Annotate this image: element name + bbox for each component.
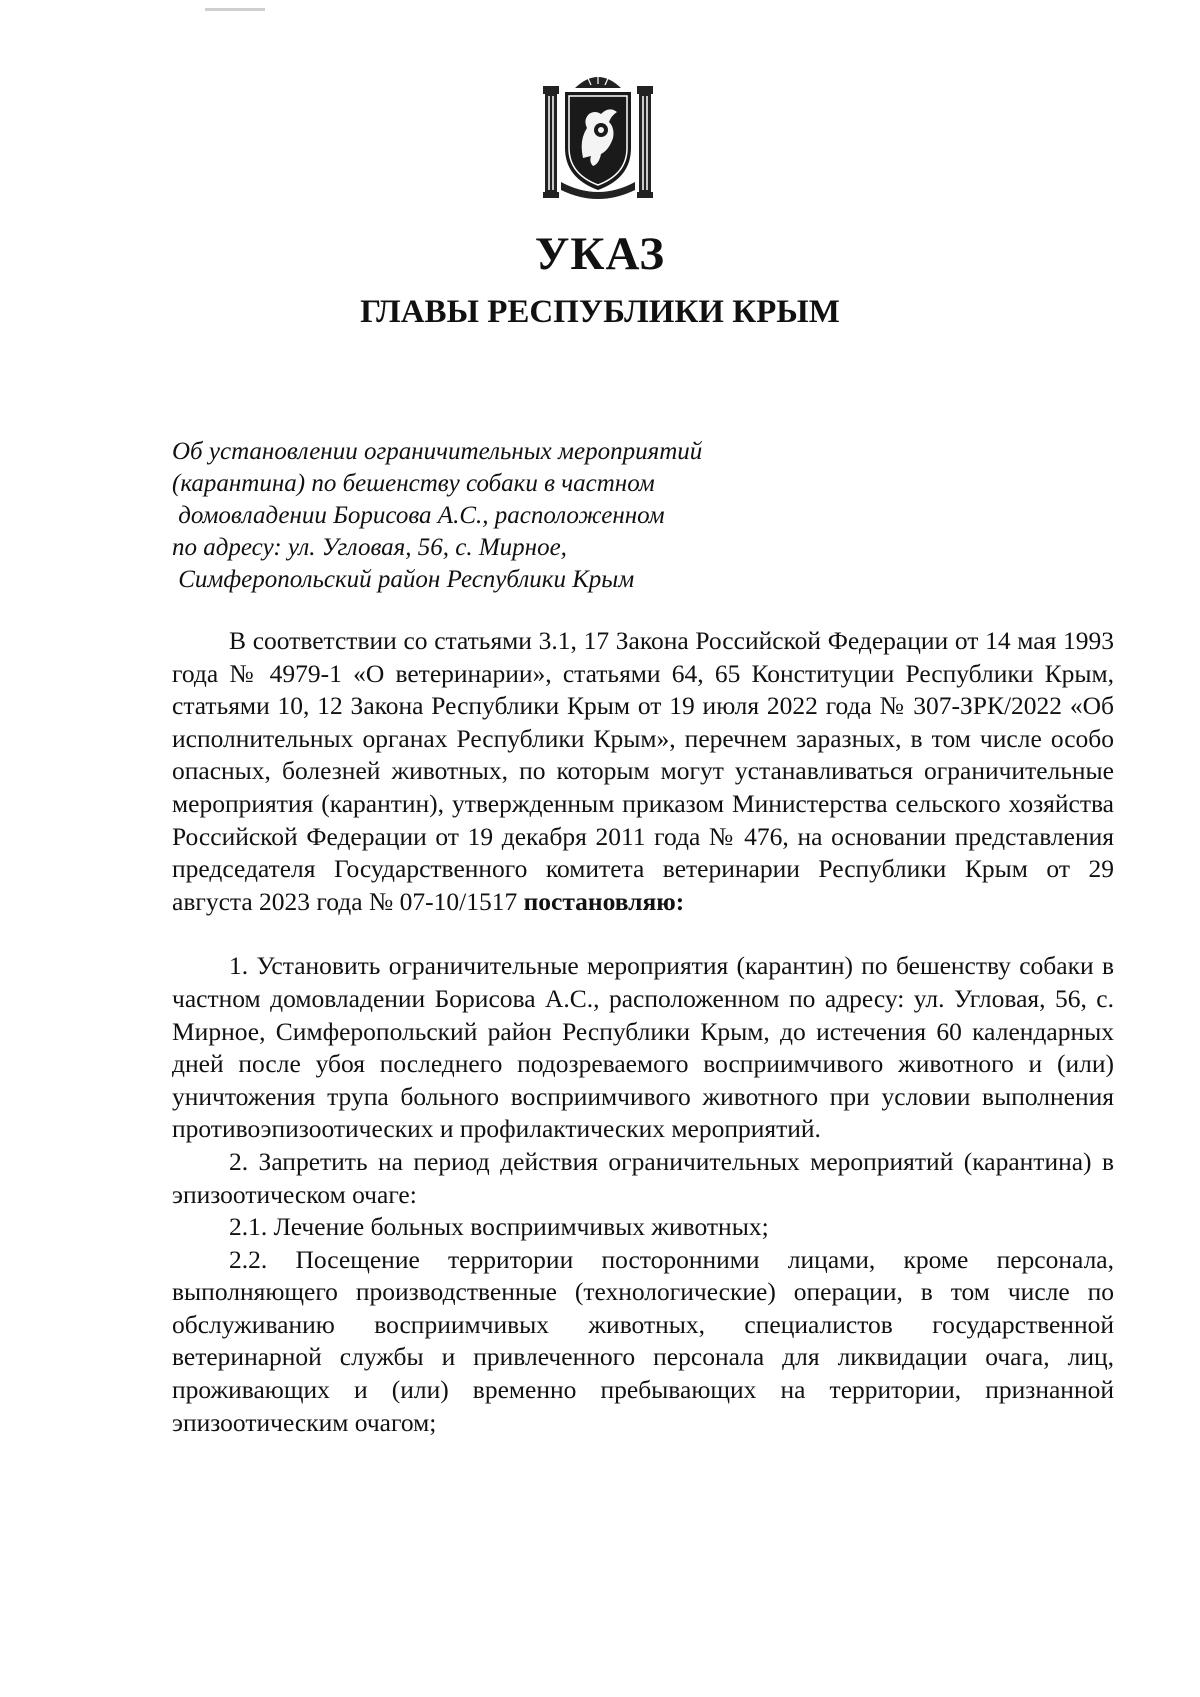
decree-subject	[172, 436, 792, 596]
document-issuer: ГЛАВЫ РЕСПУБЛИКИ КРЫМ	[360, 294, 840, 330]
scan-artifact	[205, 8, 265, 11]
document-title: УКАЗ	[534, 228, 666, 280]
decree-item-1: 1. Установить ограничительные мероприятия (карантин) по бешенству собаки в частном домовладении Борисова А.С., расположенном по адресу: ул. Угловая, 56, с. Мирное, Симферопольский район Республики Крым, до истечения 60 календарных дней после убоя последнего подозреваемого восприимчивого животного и (или) уничтожения трупа больного восприимчивого животного при условии выполнения противоэпизоотических и профилактических мероприятий.	[172, 951, 1114, 1144]
subject-line: по адресу: ул. Угловая, 56, с. Мирное,	[172, 534, 567, 561]
crimea-coat-of-arms-emblem	[543, 70, 653, 200]
decree-body	[172, 625, 1114, 1439]
subject-line: (карантина) по бешенству собаки в частном	[172, 470, 655, 497]
decree-item-2-2: 2.2. Посещение территории посторонними лицами, кроме персонала, выполняющего производственные (технологические) операции, в том числе по обслуживанию восприимчивых животных, специалистов государственной ветеринарной службы и привлеченного персонала для ликвидации очага, лиц, проживающих и (или) временно пребывающих на территории, признанной эпизоотическим очагом;	[172, 1244, 1114, 1437]
decree-word: постановляю:	[523, 886, 685, 916]
subject-line: Симферопольский район Республики Крым	[172, 566, 635, 593]
preamble-paragraph	[172, 625, 1114, 918]
subject-line: домовладении Борисова А.С., расположенном	[172, 502, 665, 529]
decree-item-2-1: 2.1. Лечение больных восприимчивых животных;	[229, 1212, 769, 1242]
subject-line: Об установлении ограничительных мероприятий	[172, 438, 703, 465]
decree-item-2: 2. Запретить на период действия ограничительных мероприятий (карантина) в эпизоотическом очаге:	[172, 1146, 1114, 1209]
preamble-text: В соответствии со статьями 3.1, 17 Закона Российской Федерации от 14 мая 1993 года № 4979-1 «О ветеринарии», статьями 64, 65 Конституции Республики Крым, статьями 10, 12 Закона Республики Крым от 19 июля 2022 года № 307-ЗРК/2022 «Об исполнительных органах Республики Крым», перечнем заразных, в том числе особо опасных, болезней животных, по которым могут устанавливаться ограничительные мероприятия (карантин), утвержденным приказом Министерства сельского хозяйства Российской Федерации от 19 декабря 2011 года № 476, на основании представления председателя Государственного комитета ветеринарии Республики Крым от 29 августа 2023 года № 07-10/1517	[172, 626, 1114, 916]
